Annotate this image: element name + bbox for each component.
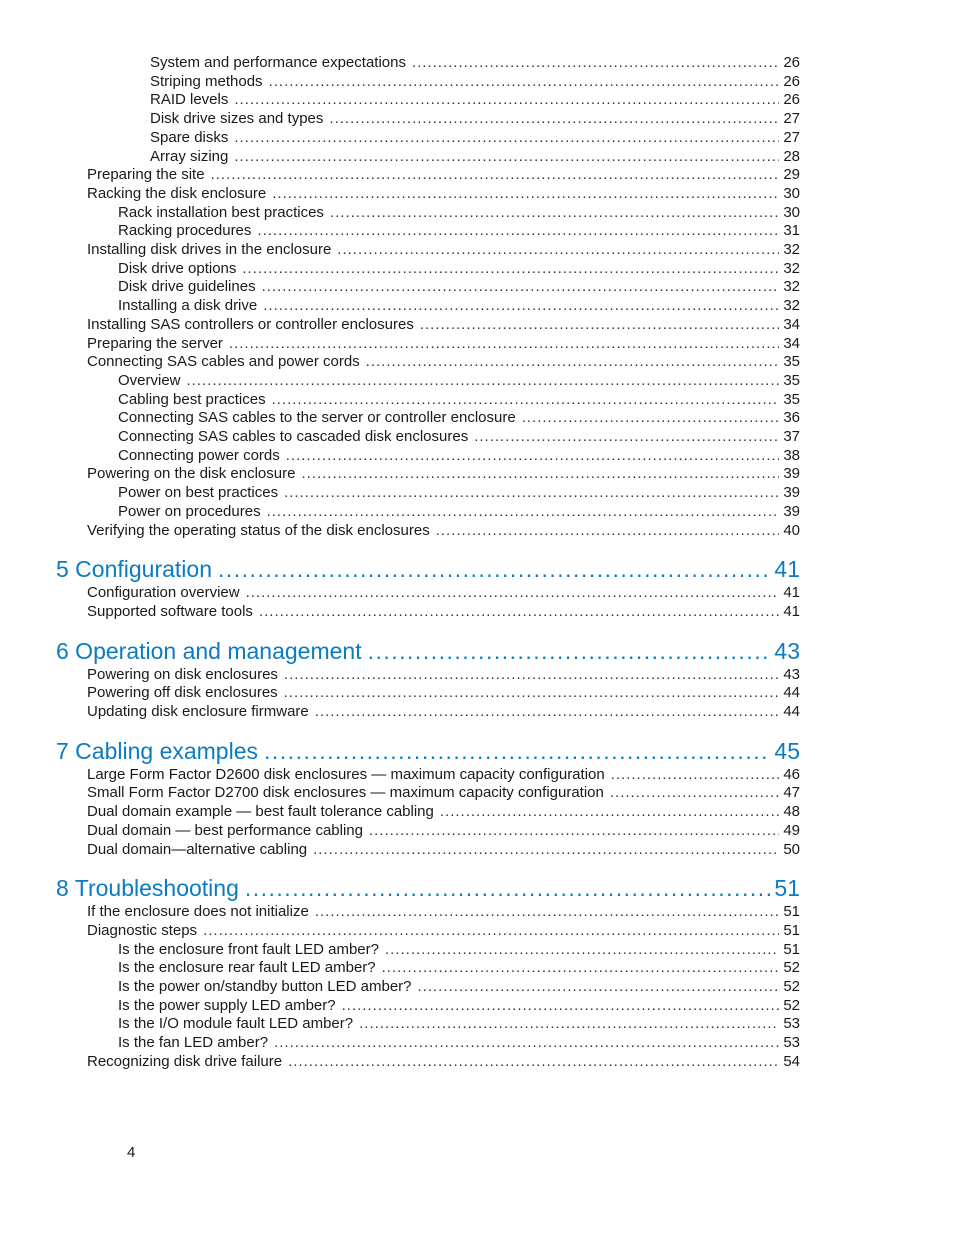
toc-entry[interactable] [87, 465, 800, 483]
toc-entry-page: 52 [783, 996, 800, 1014]
toc-entry-title: Is the fan LED amber? [118, 1034, 269, 1052]
dot-leader [329, 110, 779, 128]
toc-entry-title: Racking the disk enclosure [87, 184, 267, 202]
toc-entry[interactable] [118, 260, 800, 278]
dot-leader [366, 353, 780, 371]
toc-entry-title: Connecting power cords [118, 446, 280, 464]
dot-leader [301, 465, 779, 483]
toc-entry-page: 43 [774, 637, 800, 664]
toc-entry-title: Diagnostic steps [87, 921, 198, 939]
toc-entry-title: Powering off disk enclosures [87, 684, 278, 702]
toc-entry-title: Dual domain—alternative cabling [87, 840, 308, 858]
dot-leader [330, 204, 779, 222]
toc-entry-page: 51 [783, 940, 800, 958]
toc-entry[interactable] [87, 335, 800, 353]
toc-entry[interactable] [87, 703, 800, 721]
toc-entry[interactable] [87, 316, 800, 334]
toc-entry-page: 32 [783, 259, 800, 277]
toc-entry-page: 44 [783, 703, 800, 720]
dot-leader [522, 409, 780, 427]
toc-entry-page: 45 [774, 737, 800, 764]
dot-leader [234, 129, 779, 147]
toc-entry-page: 44 [783, 684, 800, 702]
toc-entry-title: Is the power supply LED amber? [118, 996, 336, 1014]
toc-entry[interactable] [118, 278, 800, 296]
toc-entry-title: 6 Operation and management [56, 637, 362, 664]
dot-leader [272, 391, 780, 409]
toc-entry-page: 52 [783, 959, 800, 977]
toc-entry-title: Disk drive guidelines [118, 278, 256, 296]
dot-leader [187, 372, 780, 390]
toc-entry-page: 52 [783, 978, 800, 995]
toc-entry[interactable] [118, 978, 800, 996]
dot-leader [284, 666, 779, 684]
toc-entry-title: Power on best practices [118, 484, 279, 502]
toc-entry[interactable] [87, 822, 800, 840]
toc-entry[interactable] [118, 204, 800, 222]
toc-entry-page: 51 [783, 903, 800, 921]
toc-entry[interactable] [150, 129, 800, 147]
dot-leader [203, 922, 779, 940]
toc-entry[interactable] [118, 1034, 800, 1052]
toc-chapter-entry[interactable] [56, 737, 800, 765]
dot-leader [262, 278, 780, 296]
toc-entry-page: 39 [783, 484, 800, 502]
dot-leader [257, 222, 779, 240]
toc-entry-title: Connecting SAS cables to the server or controller enclosure [118, 409, 516, 427]
toc-entry-title: Small Form Factor D2700 disk enclosures — maximum capacity configuration [87, 784, 604, 802]
dot-leader [436, 522, 780, 540]
toc-entry-title: Verifying the operating status of the disk enclosures [87, 521, 430, 539]
dot-leader [288, 1053, 779, 1071]
dot-leader [611, 766, 780, 784]
dot-leader [269, 73, 780, 91]
dot-leader [610, 784, 779, 802]
toc-entry-page: 34 [783, 315, 800, 333]
dot-leader [286, 447, 780, 465]
toc-entry-title: Installing a disk drive [118, 297, 258, 315]
toc-entry-page: 46 [783, 765, 800, 783]
toc-entry-title: Cabling best practices [118, 390, 266, 408]
toc-entry-page: 31 [783, 222, 800, 240]
toc-chapter-entry[interactable] [56, 874, 800, 902]
toc-entry[interactable] [150, 91, 800, 109]
dot-leader [284, 684, 780, 702]
toc-entry-page: 28 [783, 147, 800, 165]
dot-leader [274, 1034, 779, 1052]
toc-entry-page: 30 [783, 203, 800, 221]
toc-entry-title: Dual domain example — best fault tolerance cabling [87, 803, 434, 821]
toc-entry-page: 34 [783, 334, 800, 352]
toc-entry-title: Preparing the server [87, 334, 223, 352]
toc-entry-title: Preparing the site [87, 166, 205, 184]
toc-entry-page: 41 [783, 602, 800, 620]
toc-entry-title: Installing SAS controllers or controller enclosures [87, 315, 414, 333]
toc-entry[interactable] [118, 391, 800, 409]
dot-leader [382, 959, 780, 977]
dot-leader [264, 737, 770, 765]
toc-entry[interactable] [87, 185, 800, 203]
toc-entry-page: 32 [783, 278, 800, 296]
toc-entry-page: 47 [783, 784, 800, 802]
dot-leader [259, 603, 779, 621]
page-number: 4 [127, 1144, 136, 1161]
toc-entry-page: 41 [783, 584, 800, 602]
toc-entry[interactable] [87, 584, 800, 602]
toc-entry[interactable] [118, 372, 800, 390]
dot-leader [245, 874, 771, 902]
toc-entry-title: Striping methods [150, 72, 263, 90]
toc-entry-title: Rack installation best practices [118, 203, 324, 221]
toc-entry-page: 26 [783, 54, 800, 71]
toc-entry[interactable] [87, 241, 800, 259]
toc-entry[interactable] [87, 803, 800, 821]
toc-entry-page: 35 [783, 371, 800, 389]
toc-entry[interactable] [87, 784, 800, 802]
toc-entry[interactable] [118, 941, 800, 959]
toc-entry-page: 35 [783, 353, 800, 371]
toc-entry[interactable] [118, 997, 800, 1015]
dot-leader [242, 260, 779, 278]
toc-entry[interactable] [87, 1053, 800, 1071]
toc-entry-title: Connecting SAS cables and power cords [87, 353, 360, 371]
toc-entry-title: Configuration overview [87, 584, 240, 602]
toc-entry-page: 32 [783, 297, 800, 315]
toc-entry-title: If the enclosure does not initialize [87, 903, 309, 921]
toc-entry-title: RAID levels [150, 91, 229, 109]
toc-entry-title: Recognizing disk drive failure [87, 1052, 283, 1070]
toc-entry-title: Large Form Factor D2600 disk enclosures — maximum capacity configuration [87, 765, 605, 783]
dot-leader [229, 335, 779, 353]
toc-entry-page: 49 [783, 821, 800, 839]
toc-entry-title: Supported software tools [87, 602, 253, 620]
toc-chapter-entry[interactable] [56, 555, 800, 583]
toc-entry[interactable] [118, 1015, 800, 1033]
toc-entry-title: Array sizing [150, 147, 229, 165]
toc-entry-title: 7 Cabling examples [56, 737, 259, 764]
toc-entry-title: 5 Configuration [56, 556, 212, 583]
toc-entry[interactable] [87, 841, 800, 859]
dot-leader [313, 841, 779, 859]
dot-leader [234, 148, 779, 166]
toc-entry-page: 27 [783, 128, 800, 146]
toc-entry-page: 26 [783, 91, 800, 109]
toc-entry-title: Racking procedures [118, 222, 252, 240]
toc-entry-title: System and performance expectations [150, 54, 406, 71]
toc-entry-page: 26 [783, 72, 800, 90]
toc-entry-page: 30 [783, 184, 800, 202]
dot-leader [315, 703, 780, 721]
toc-entry-page: 27 [783, 110, 800, 128]
dot-leader [267, 503, 780, 521]
dot-leader [342, 997, 780, 1015]
toc-entry[interactable] [87, 353, 800, 371]
toc-entry-title: Is the I/O module fault LED amber? [118, 1015, 354, 1033]
toc-entry[interactable] [87, 684, 800, 702]
dot-leader [385, 941, 779, 959]
dot-leader [246, 584, 780, 602]
toc-entry[interactable] [118, 447, 800, 465]
toc-entry[interactable] [87, 903, 800, 921]
toc-entry-page: 40 [783, 521, 800, 539]
toc-entry[interactable] [87, 766, 800, 784]
toc-entry-title: Disk drive options [118, 259, 237, 277]
dot-leader [263, 297, 779, 315]
toc-entry[interactable] [118, 484, 800, 502]
toc-entry[interactable] [118, 428, 800, 446]
toc-entry[interactable] [87, 166, 800, 184]
toc-entry[interactable] [87, 666, 800, 684]
toc-entry-page: 43 [783, 665, 800, 683]
dot-leader [272, 185, 779, 203]
toc-entry-page: 41 [774, 556, 800, 583]
dot-leader [337, 241, 779, 259]
toc-entry[interactable] [118, 959, 800, 977]
toc-entry-title: Installing disk drives in the enclosure [87, 241, 332, 258]
toc-entry-page: 37 [783, 428, 800, 445]
dot-leader [359, 1015, 779, 1033]
toc-entry-title: Power on procedures [118, 502, 261, 520]
toc-entry-page: 50 [783, 840, 800, 858]
toc-entry-page: 51 [774, 875, 800, 902]
toc-entry-page: 29 [783, 166, 800, 184]
toc-entry-title: Is the enclosure rear fault LED amber? [118, 959, 376, 977]
toc-entry[interactable] [150, 110, 800, 128]
toc-entry-title: Updating disk enclosure firmware [87, 703, 309, 720]
toc-entry[interactable] [87, 922, 800, 940]
dot-leader [412, 54, 779, 72]
toc-entry-page: 35 [783, 390, 800, 408]
dot-leader [440, 803, 779, 821]
dot-leader [418, 978, 780, 996]
dot-leader [211, 166, 780, 184]
dot-leader [474, 428, 779, 446]
toc-entry[interactable] [118, 503, 800, 521]
toc-entry-page: 51 [783, 921, 800, 939]
toc-entry-title: Overview [118, 371, 181, 389]
toc-entry-title: Is the enclosure front fault LED amber? [118, 940, 379, 958]
toc-entry-page: 36 [783, 409, 800, 427]
dot-leader [420, 316, 779, 334]
toc-entry-title: Powering on disk enclosures [87, 665, 278, 683]
toc-entry-title: Disk drive sizes and types [150, 110, 324, 128]
dot-leader [315, 903, 780, 921]
dot-leader [368, 637, 771, 665]
dot-leader [218, 555, 770, 583]
toc-entry-page: 53 [783, 1015, 800, 1033]
toc-entry-title: Dual domain — best performance cabling [87, 821, 363, 839]
dot-leader [284, 484, 779, 502]
toc-entry-page: 39 [783, 465, 800, 483]
toc-chapter-entry[interactable] [56, 637, 800, 665]
toc-entry-title: Connecting SAS cables to cascaded disk enclosures [118, 428, 469, 445]
toc-entry[interactable] [118, 297, 800, 315]
toc-entry-title: Is the power on/standby button LED amber? [118, 978, 412, 995]
toc-entry[interactable] [118, 222, 800, 240]
toc-entry[interactable] [118, 409, 800, 427]
toc-entry-page: 39 [783, 502, 800, 520]
toc-entry-page: 38 [783, 446, 800, 464]
toc-entry-title: Spare disks [150, 128, 229, 146]
toc-entry[interactable] [87, 522, 800, 540]
toc-entry[interactable] [150, 73, 800, 91]
toc-entry-page: 54 [783, 1052, 800, 1070]
toc-entry-title: 8 Troubleshooting [56, 875, 239, 902]
toc-entry[interactable] [150, 148, 800, 166]
toc-entry-page: 48 [783, 803, 800, 821]
toc-entry-page: 53 [783, 1034, 800, 1052]
toc-entry[interactable] [150, 54, 800, 72]
dot-leader [234, 91, 779, 109]
dot-leader [369, 822, 779, 840]
toc-entry-title: Powering on the disk enclosure [87, 465, 296, 483]
toc-entry[interactable] [87, 603, 800, 621]
toc-entry-page: 32 [783, 241, 800, 258]
